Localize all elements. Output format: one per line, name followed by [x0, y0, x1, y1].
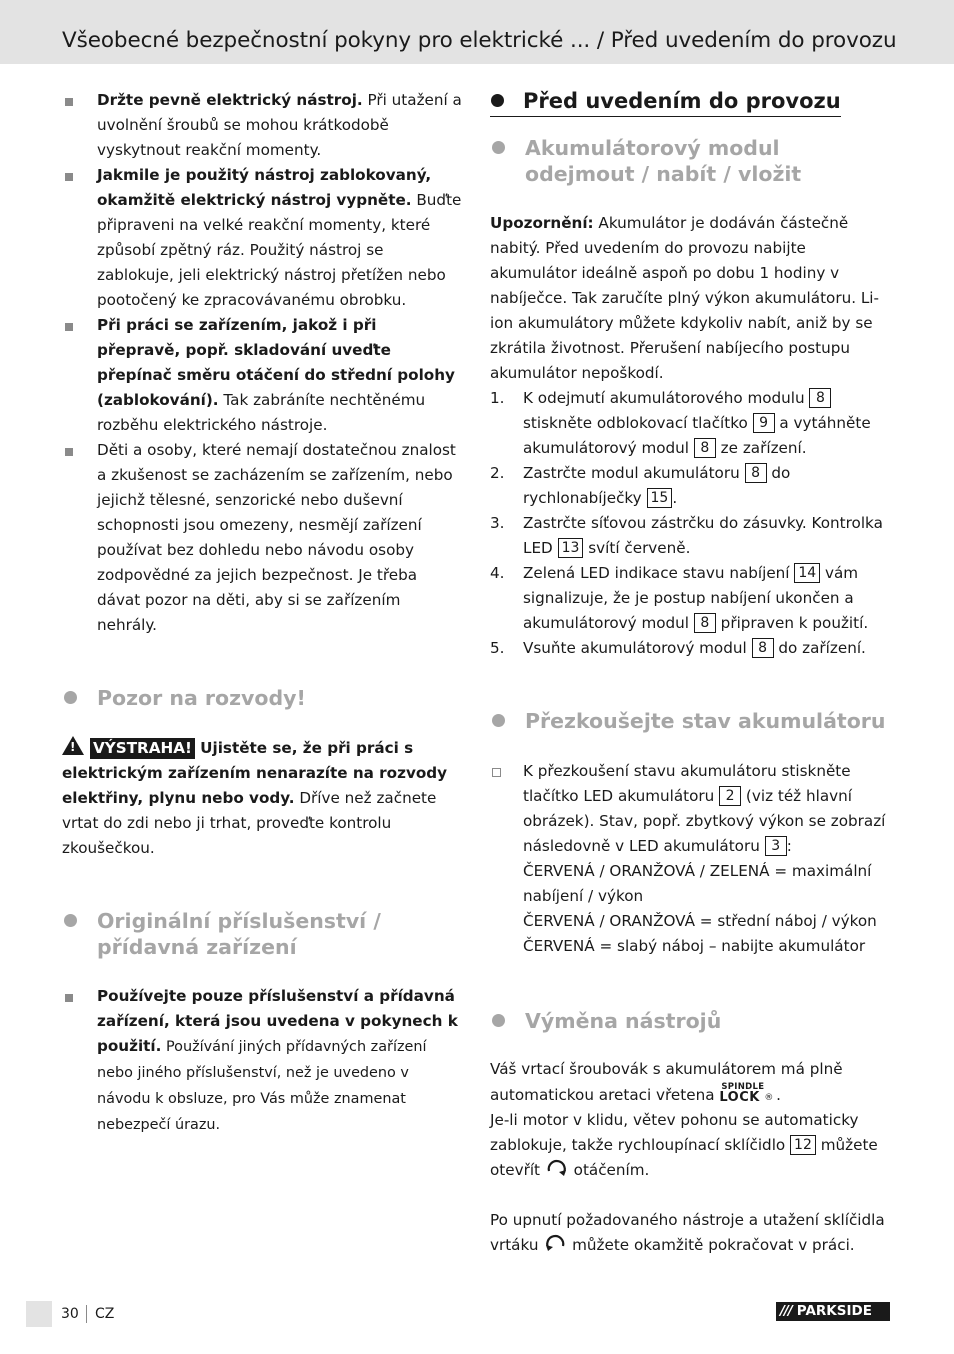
part-ref: 8: [809, 388, 831, 408]
steps-list: [490, 386, 892, 661]
main-heading-text: Před uvedením do provozu: [523, 89, 841, 113]
warning-paragraph: [62, 736, 464, 861]
bullet-dot-icon: [491, 94, 504, 107]
section-heading-akku: [490, 135, 892, 187]
part-ref: 8: [694, 438, 716, 458]
section-heading-text: Akumulátorový modul odejmout / nabít / vložit: [525, 136, 802, 186]
main-heading: [490, 88, 841, 117]
bullet-dot-icon: [492, 714, 505, 727]
section-heading-check: [490, 708, 892, 734]
list-item: [62, 984, 464, 1138]
bullet-dot-icon: [492, 1014, 505, 1027]
bullet-bold-text: Používejte pouze příslušenství a přídavná zařízení, která jsou uvedena v pokynech k použití.: [97, 987, 458, 1055]
section-heading-text: Originální příslušenství / přídavná zařízení: [97, 909, 381, 959]
tool-paragraph: Váš vrtací šroubovák s akumulátorem má plně automatickou aretaci vřetena SPINDLE LOCK ® . Je-li motor v klidu, větev pohonu se automaticky zablokuje, takže rychloupínací sklíčidlo 12 můžete otevřít otáčením.: [490, 1060, 878, 1179]
warning-text: Dříve než začnete vrtat do zdi nebo ji trhat, proveďte kontrolu zkoušečkou.: [62, 789, 437, 857]
rotate-counterclockwise-icon: [543, 1234, 567, 1254]
note-paragraph: [490, 211, 892, 386]
page-number: 30: [61, 1306, 79, 1322]
rotate-clockwise-icon: [545, 1159, 569, 1179]
list-item: [62, 438, 464, 638]
step-number: 3.: [490, 514, 505, 532]
part-ref: 12: [790, 1135, 816, 1155]
section-heading-pozor: [62, 685, 464, 711]
list-item: [62, 313, 464, 438]
square-bullet-icon: [65, 98, 73, 106]
section-heading-accessories: [62, 908, 464, 960]
square-bullet-icon: [65, 323, 73, 331]
step-number: 5.: [490, 639, 505, 657]
bullet-dot-icon: [64, 914, 77, 927]
step-number: 1.: [490, 389, 505, 407]
status-line: ČERVENÁ / ORANŽOVÁ = střední náboj / výkon: [523, 912, 877, 930]
bullet-bold-text: Držte pevně elektrický nástroj.: [97, 91, 363, 109]
square-bullet-icon: [65, 448, 73, 456]
section-heading-text: Přezkoušejte stav akumulátoru: [525, 709, 886, 733]
status-line: ČERVENÁ = slabý náboj – nabijte akumulátor: [523, 937, 866, 955]
checkbox-bullet-icon: [492, 768, 501, 777]
part-ref: 13: [558, 538, 584, 558]
list-item: [62, 163, 464, 313]
spindle-lock-icon: SPINDLE LOCK ®: [719, 1082, 774, 1105]
bullet-text: Při utažení a uvolnění šroubů se mohou krátkodobě vyskytnout reakční momenty.: [97, 91, 462, 159]
bullet-text: Děti a osoby, které nemají dostatečnou znalost a zkušenost se zacházením se zařízením, nebo jejichž tělesné, senzorické nebo duševní schopnosti jsou omezeny, nesmějí zařízení používat bez dohledu nebo návodu osoby zodpovědné za jejich bezpečnost. Je třeba dávat pozor na děti, aby si se zařízením nehrály.: [97, 441, 456, 634]
part-ref: 14: [794, 563, 820, 583]
bullet-dot-icon: [64, 691, 77, 704]
list-item: 3. Zastrčte síťovou zástrčku do zásuvky. Kontrolka LED 13 svítí červeně.: [490, 511, 892, 561]
note-text: Akumulátor je dodáván částečně nabitý. Před uvedením do provozu nabijte akumulátor ideálně aspoň po dobu 1 hodiny v nabíječce. Tak zaručíte plný výkon akumulátoru. Li-ion akumulátory můžete kdykoliv nabít, aniž by se zkrátila životnost. Přerušení nabíjecího postupu akumulátor nepoškodí.: [490, 214, 880, 382]
section-heading-tool: [490, 1008, 892, 1034]
left-column: [62, 88, 464, 1138]
bullet-text: Používání jiných přídavných zařízení nebo jiného příslušenství, než je uvedeno v návodu k obsluze, pro Vás může znamenat nebezpečí úrazu.: [97, 1039, 427, 1133]
list-item: [62, 88, 464, 163]
part-ref: 2: [719, 786, 741, 806]
step-number: 4.: [490, 564, 505, 582]
warning-bold-text: Ujistěte se, že při práci s elektrickým zařízením nenarazíte na rozvody elektřiny, plynu nebo vody.: [62, 739, 448, 807]
part-ref: 8: [745, 463, 767, 483]
footer-marker: [26, 1301, 52, 1327]
parkside-logo: /// PARKSIDE: [776, 1302, 890, 1321]
bullet-text: Tak zabráníte nechtěnému rozběhu elektrického nástroje.: [97, 391, 426, 434]
part-ref: 15: [647, 488, 673, 508]
warning-label: VÝSTRAHA!: [90, 738, 195, 759]
page-title: Všeobecné bezpečnostní pokyny pro elektrické ... / Před uvedením do provozu: [62, 28, 897, 53]
check-item: K přezkoušení stavu akumulátoru stiskněte tlačítko LED akumulátoru 2 (viz též hlavní obrázek). Stav, popř. zbytkový výkon se zobrazí následovně v LED akumulátoru 3 : ČERVENÁ / ORANŽOVÁ / ZELENÁ = maximální nabíjení / výkon ČERVENÁ / ORANŽOVÁ = střední náboj / výkon ČERVENÁ = slabý náboj – nabijte akumulátor: [490, 759, 892, 959]
section-heading-text: Výměna nástrojů: [525, 1009, 722, 1033]
part-ref: 8: [694, 613, 716, 633]
section-heading-text: Pozor na rozvody!: [97, 686, 306, 710]
list-item: 4. Zelená LED indikace stavu nabíjení 14 vám signalizuje, že je postup nabíjení ukončen a akumulátorový modul 8 připraven k použití.: [490, 561, 892, 636]
list-item: 2. Zastrčte modul akumulátoru 8 do rychlonabíječky 15 .: [490, 461, 892, 511]
note-label: Upozornění:: [490, 214, 594, 232]
language-code: CZ: [95, 1306, 115, 1322]
step-number: 2.: [490, 464, 505, 482]
square-bullet-icon: [65, 173, 73, 181]
status-line: ČERVENÁ / ORANŽOVÁ / ZELENÁ = maximální nabíjení / výkon: [523, 862, 872, 905]
list-item: 5. Vsuňte akumulátorový modul 8 do zařízení.: [490, 636, 892, 661]
warning-triangle-icon: !: [62, 736, 84, 755]
tool-paragraph-2: Po upnutí požadovaného nástroje a utažení sklíčidla vrtáku můžete okamžitě pokračovat v práci.: [490, 1211, 885, 1254]
bullet-bold-text: Při práci se zařízením, jakož i při přepravě, popř. skladování uveďte přepínač směru otáčení do střední polohy (zablokování).: [97, 316, 455, 409]
bullet-text: Buďte připraveni na velké reakční momenty, které způsobí zpětný ráz. Použitý nástroj se zablokuje, jeli elektrický nástroj přetížen nebo pootočený ke zpracovávanému obrobku.: [97, 191, 462, 309]
right-column: [490, 88, 892, 1258]
bullet-bold-text: Jakmile je použitý nástroj zablokovaný, okamžitě elektrický nástroj vypněte.: [97, 166, 432, 209]
square-bullet-icon: [65, 994, 73, 1002]
bullet-dot-icon: [492, 141, 505, 154]
part-ref: 3: [765, 836, 787, 856]
part-ref: 8: [752, 638, 774, 658]
list-item: 1. K odejmutí akumulátorového modulu 8 stiskněte odblokovací tlačítko 9 a vytáhněte akumulátorový modul 8 ze zařízení.: [490, 386, 892, 461]
footer-divider: [86, 1305, 87, 1323]
part-ref: 9: [753, 413, 775, 433]
